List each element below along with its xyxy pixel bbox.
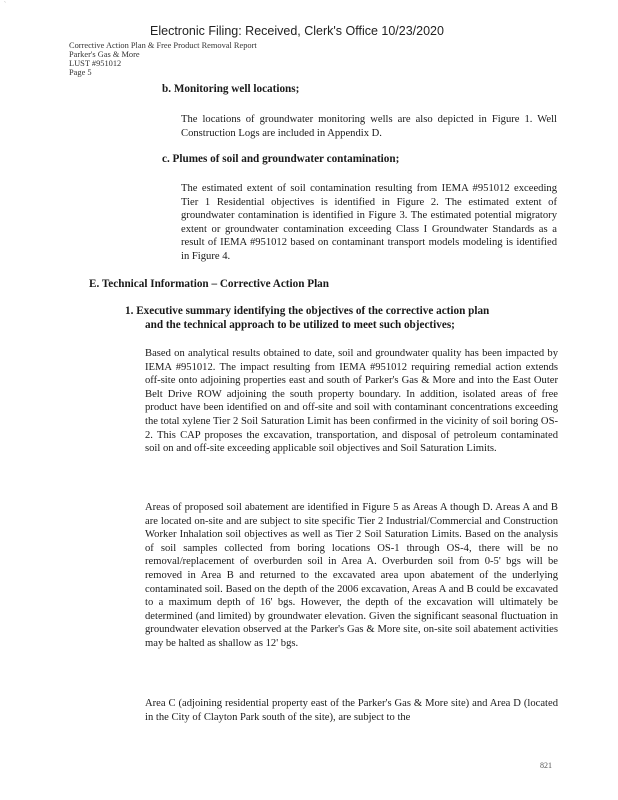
section-c-body: The estimated extent of soil contamination resulting from IEMA #951012 exceeding Tier 1 Residential objectives is identified in Figure 2. The estimated extent of groundwater contamination is identified in Figure 3. The estimated potential migratory extent or groundwater contamination exceeding Class I Groundwater Standards as a result of IEMA #951012 based on contaminant transport models modeling is identified in Figure 4. bbox=[181, 183, 557, 262]
header-site-name: Parker's Gas & More bbox=[69, 50, 140, 59]
executive-summary-paragraph-3: Area C (adjoining residential property east of the Parker's Gas & More site) and Area D (located in the City of Clayton Park south of the site), are subject to the bbox=[145, 698, 558, 723]
scan-corner-mark: ` bbox=[4, 2, 6, 8]
item-1-heading-line1: 1. Executive summary identifying the objectives of the corrective action plan bbox=[125, 305, 490, 317]
item-1-heading-line2: and the technical approach to be utilized to meet such objectives; bbox=[145, 319, 455, 331]
section-b-body: The locations of groundwater monitoring wells are also depicted in Figure 1. Well Construction Logs are included in Appendix D. bbox=[181, 114, 557, 139]
page-mark: 821 bbox=[540, 761, 552, 770]
header-report-title: Corrective Action Plan & Free Product Removal Report bbox=[69, 41, 257, 50]
executive-summary-paragraph-2: Areas of proposed soil abatement are identified in Figure 5 as Areas A though D. Areas A and B are located on-site and are subject to site specific Tier 2 Industrial/Commercial and Construction Worker Inhalation soil objectives as well as Tier 2 Soil Saturation Limits. Based on the analysis of soil samples collected from boring locations OS-1 through OS-4, there will be no removal/replacement of overburden soil in Area A. Overburden soil from 0-5' bgs will be removed in Area B and returned to the excavated area upon abatement of the underlying contaminated soil. Based on the depth of the 2006 excavation, Areas A and B could be excavated to a maximum depth of 16' bgs. However, the depth of the excavation will ultimately be determined (and limited) by groundwater elevation. Given the significant seasonal fluctuation in groundwater elevation observed at the Parker's Gas & More site, on-site soil abatement activities may be halted as shallow as 12' bgs. bbox=[145, 502, 558, 649]
header-lust-number: LUST #951012 bbox=[69, 59, 122, 68]
header-page-number: Page 5 bbox=[69, 68, 92, 77]
section-e-heading: E. Technical Information – Corrective Action Plan bbox=[89, 278, 329, 290]
filing-stamp: Electronic Filing: Received, Clerk's Office 10/23/2020 bbox=[150, 24, 444, 38]
executive-summary-paragraph-1: Based on analytical results obtained to date, soil and groundwater quality has been impacted by IEMA #951012. The impact resulting from IEMA #951012 requiring remedial action extends off-site onto adjoining properties east and south of Parker's Gas & More and into the East Outer Belt Drive ROW adjoining the south property boundary. In addition, isolated areas of free product have been identified on and off-site and soil with contaminant concentrations exceeding the total xylene Tier 2 Soil Saturation Limit has been confirmed in the vicinity of soil boring OS-2. This CAP proposes the excavation, transportation, and disposal of petroleum contaminated soil on and off-site exceeding applicable soil objectives and Soil Saturation Limits. bbox=[145, 348, 558, 455]
section-b-heading: b. Monitoring well locations; bbox=[162, 83, 300, 95]
section-c-heading: c. Plumes of soil and groundwater contamination; bbox=[162, 153, 400, 165]
